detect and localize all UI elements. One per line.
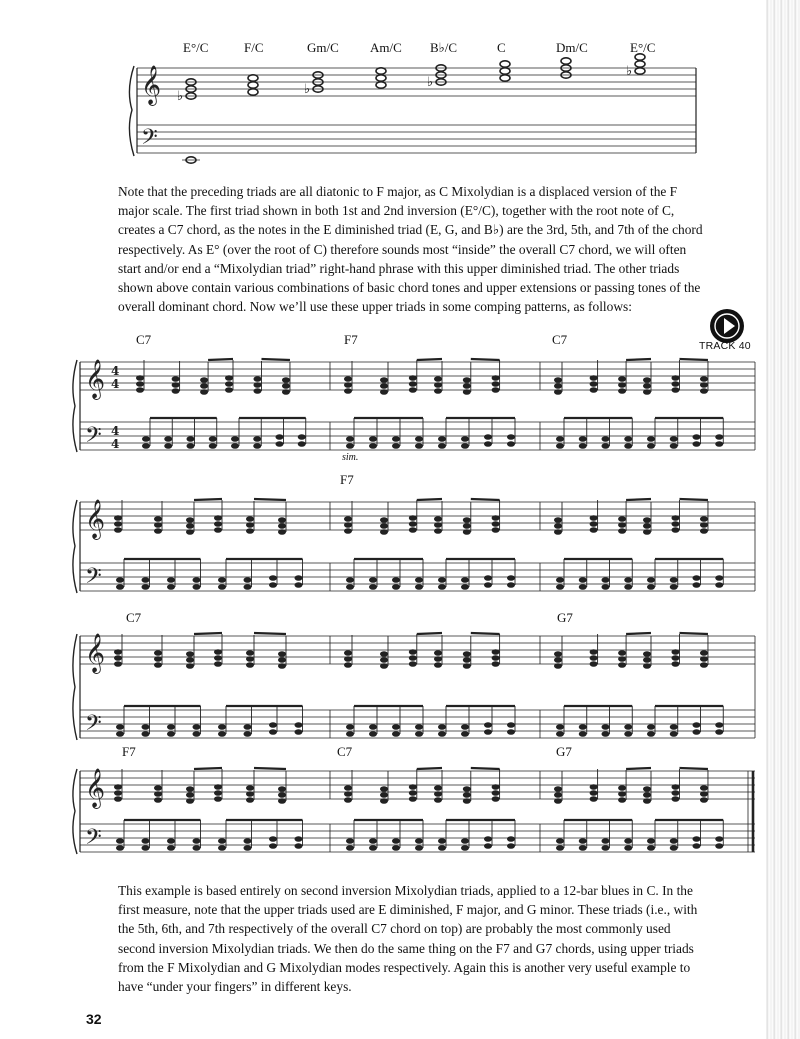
lh-note [116,559,124,590]
lh-note [369,706,377,737]
rh-chord [671,500,679,533]
beam [254,633,286,634]
lh-note [461,820,469,851]
rh-chord [409,360,417,393]
rh-chord [700,635,708,668]
bass-clef-icon: 𝄢 [141,125,158,155]
rh-chord [618,770,626,803]
time-signature-numerator: 4 [111,424,120,438]
lh-note [670,706,678,737]
lh-note [556,706,564,737]
lh-note [142,418,150,449]
lh-note [438,418,446,449]
lh-note [116,820,124,851]
beam [194,768,222,769]
rh-chord [154,770,162,803]
lh-note [647,706,655,737]
lh-note [602,418,610,449]
rh-chord [590,500,598,533]
rh-chord [434,635,442,668]
beam [417,499,442,500]
triad-chart-notes [177,54,645,163]
rh-chord [154,635,162,668]
svg-text:♭: ♭ [304,81,311,96]
triad-chord-symbol: Gm/C [307,40,339,55]
lh-note [556,820,564,851]
beam [626,768,651,769]
lh-note [647,820,655,851]
intro-paragraph: Note that the preceding triads are all diatonic to F major, as C Mixolydian is a displaced version of the F major scale. The first triad shown in both 1st and 2nd inversion (E°/C), together with the root note of C, creates a C7 chord, as the notes in the E diminished triad (E, G, and B♭) are the 3rd, 5th, and 7th of the chord respectively. As E° (over the root of C) therefore sounds most “inside” the overall C7 chord, we will often start and/or end a “Mixolydian triad” right-hand phrase with this upper diminished triad. The other triads shown above contain various combinations of basic chord tones and upper extensions or passing tones of the overall dominant chord. Now we’ll use these upper triads in some comping patterns, as follows: [118,184,703,315]
bass-clef-icon: 𝄢 [85,711,102,741]
lh-note [415,820,423,851]
lh-note [346,820,354,851]
rh-chord [618,361,626,394]
rh-chord [492,769,500,802]
lh-note [670,559,678,590]
lh-note [187,418,195,449]
rh-chord [618,501,626,534]
lh-note [415,418,423,449]
lh-note [369,820,377,851]
lh-note [167,820,175,851]
rh-chord [700,361,708,394]
triad-chord-symbol: Am/C [370,40,402,55]
bass-clef-icon: 𝄢 [85,825,102,855]
lh-note [624,706,632,737]
svg-text:♭: ♭ [177,88,184,103]
svg-text:♭: ♭ [427,74,434,89]
rh-chord [214,500,222,533]
beam [626,499,651,500]
lh-note [346,706,354,737]
treble-clef-icon: 𝄞 [85,768,106,808]
rh-chord [434,770,442,803]
beam [471,359,500,360]
lh-note [218,820,226,851]
beam [208,359,233,360]
lh-note [647,559,655,590]
lh-note [438,706,446,737]
lh-note [579,418,587,449]
blues-chord-label: F7 [122,744,136,759]
rh-chord [492,360,500,393]
rh-chord [409,634,417,667]
rh-chord [172,361,180,394]
rh-chord [114,500,122,533]
track-label: TRACK 40 [699,340,751,352]
lh-note [346,418,354,449]
beam [471,499,500,500]
triad-chord-symbol: E°/C [630,40,656,55]
lh-note [579,706,587,737]
lh-note [624,559,632,590]
lh-note [142,820,150,851]
lh-note [209,418,217,449]
lh-note [392,706,400,737]
beam [679,768,707,769]
svg-text:♭: ♭ [626,63,633,78]
right-hand-notes [114,359,708,804]
lh-note [670,820,678,851]
time-signature-denominator: 4 [111,377,120,391]
blues-chord-label: F7 [340,472,354,487]
rh-chord [590,360,598,393]
lh-note [218,559,226,590]
lh-note [670,418,678,449]
beam [471,633,500,634]
lh-note [461,706,469,737]
rh-chord [344,361,352,394]
lh-note [624,820,632,851]
lh-note [369,418,377,449]
lh-note [116,706,124,737]
beam [626,633,651,634]
beam [417,768,442,769]
lh-note [253,418,261,449]
lh-note [142,559,150,590]
treble-staff-lines [137,68,696,96]
beam [194,499,222,500]
lh-note [556,418,564,449]
rh-chord [671,634,679,667]
rh-chord [214,769,222,802]
lh-note [167,559,175,590]
time-signature-numerator: 4 [111,364,120,378]
lh-note [602,820,610,851]
lh-note [193,559,201,590]
lh-note [193,820,201,851]
lh-note [244,706,252,737]
beam [254,768,286,769]
blues-chord-label: C7 [126,610,142,625]
lh-note [415,706,423,737]
beam [254,499,286,500]
beam [261,359,289,360]
triad-chord-symbol: E°/C [183,40,209,55]
triad-chord-symbol: Dm/C [556,40,588,55]
treble-clef-icon: 𝄞 [85,359,106,399]
rh-chord [246,635,254,668]
rh-chord [409,769,417,802]
beam [679,499,707,500]
time-signature-denominator: 4 [111,437,120,451]
lh-note [193,706,201,737]
rh-chord [246,501,254,534]
rh-chord [344,501,352,534]
blues-chord-label: F7 [344,332,358,347]
lh-note [244,820,252,851]
rh-chord [214,634,222,667]
lh-note [164,418,172,449]
rh-chord [154,501,162,534]
lh-note [142,706,150,737]
blues-chord-label: G7 [557,610,573,625]
lh-note [392,418,400,449]
sim-marking: sim. [342,452,359,463]
page-number: 32 [86,1011,102,1027]
beam [417,359,442,360]
beam [626,359,651,360]
rh-chord [492,634,500,667]
blues-chord-label: C7 [136,332,152,347]
rh-chord [700,770,708,803]
lh-note [461,418,469,449]
rh-chord [434,361,442,394]
lh-note [415,559,423,590]
lh-note [438,559,446,590]
treble-clef-icon: 𝄞 [85,633,106,673]
bass-clef-icon: 𝄢 [85,564,102,594]
rh-chord [253,361,261,394]
rh-chord [590,634,598,667]
rh-chord [671,360,679,393]
rh-chord [671,769,679,802]
rh-chord [114,769,122,802]
rh-chord [344,770,352,803]
triad-chord-symbol: C [497,40,506,55]
blues-systems [73,360,755,854]
lh-note [438,820,446,851]
bass-clef-icon: 𝄢 [85,423,102,453]
blues-chord-label: G7 [556,744,572,759]
lh-note [579,820,587,851]
lh-note [346,559,354,590]
lh-note [218,706,226,737]
rh-chord [434,501,442,534]
lh-note [244,559,252,590]
rh-chord [700,501,708,534]
track-cd-icon [710,309,744,343]
lh-note [461,559,469,590]
rh-chord [225,360,233,393]
lh-note [392,559,400,590]
explanation-paragraph: This example is based entirely on second inversion Mixolydian triads, applied to a 12-bar blues in C. In the first measure, note that the upper triads used are E diminished, F major, and G minor. These triads (i.e., with the 5th, 6th, and 7th respectively of the overall C7 chord on top) are probably the most commonly used second inversion Mixolydian triads. We then do the same thing on the F7 and G7 chords, using upper triads from the F Mixolydian and G Mixolydian modes respectively. Again this is another very useful example to have “under your fingers” in different keys. [118,883,698,995]
beam [417,633,442,634]
lh-note [556,559,564,590]
rh-chord [492,500,500,533]
blues-chord-label: C7 [337,744,353,759]
lh-note [579,559,587,590]
lh-note [602,559,610,590]
rh-chord [246,770,254,803]
treble-clef-icon: 𝄞 [85,499,106,539]
rh-chord [409,500,417,533]
treble-clef-icon: 𝄞 [141,65,162,105]
blues-chord-label: C7 [552,332,568,347]
triad-chart-system [129,66,696,156]
beam [471,768,500,769]
beam [679,359,707,360]
beam [679,633,707,634]
lh-note [392,820,400,851]
lh-note [624,418,632,449]
rh-chord [114,634,122,667]
rh-chord [344,635,352,668]
beam [194,633,222,634]
rh-chord [590,769,598,802]
lh-note [647,418,655,449]
rh-chord [136,360,144,393]
lh-note [231,418,239,449]
triad-chord-symbol: F/C [244,40,264,55]
lh-note [369,559,377,590]
lh-note [602,706,610,737]
triad-chord-symbol: B♭/C [430,40,458,55]
rh-chord [618,635,626,668]
lh-note [167,706,175,737]
bass-staff-lines [137,125,696,153]
